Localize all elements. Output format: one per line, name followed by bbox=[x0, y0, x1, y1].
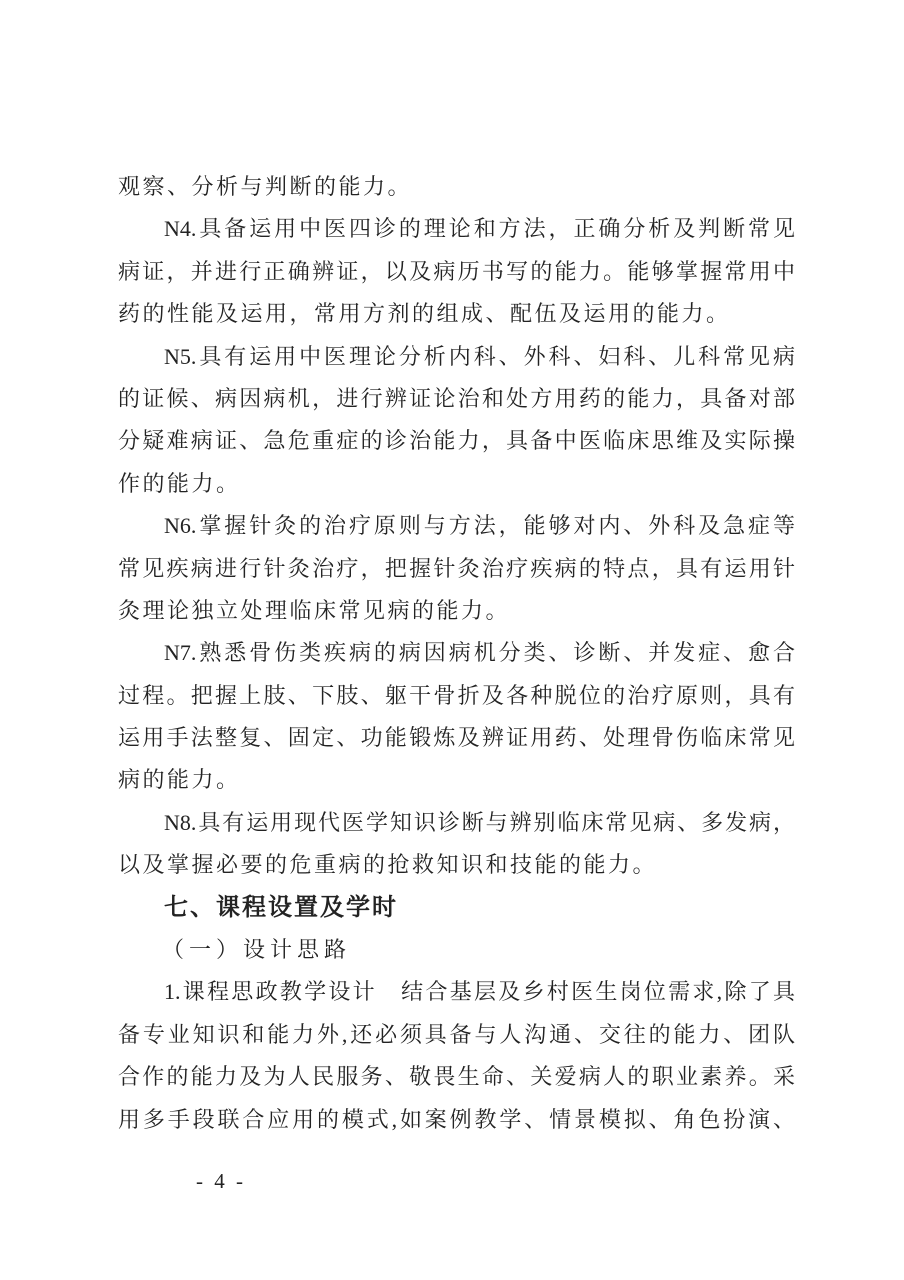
paragraph-line: 常见疾病进行针灸治疗，把握针灸治疗疾病的特点，具有运用针 bbox=[118, 555, 795, 581]
paragraph-line: N7.熟悉骨伤类疾病的病因病机分类、诊断、并发症、愈合 bbox=[164, 640, 795, 666]
paragraph-line: 作的能力。 bbox=[118, 470, 241, 496]
paragraph-line: N5.具有运用中医理论分析内科、外科、妇科、儿科常见病 bbox=[164, 343, 795, 369]
document-body bbox=[118, 166, 795, 1141]
subsection-heading: （一）设计思路 bbox=[162, 937, 352, 963]
paragraph-line: 运用手法整复、固定、功能锻炼及辨证用药、处理骨伤临床常见 bbox=[118, 725, 795, 751]
paragraph-line: 备专业知识和能力外,还必须具备与人沟通、交往的能力、团队 bbox=[118, 1021, 795, 1047]
paragraph-line: 灸理论独立处理临床常见病的能力。 bbox=[118, 597, 511, 623]
paragraph-line: 用多手段联合应用的模式,如案例教学、情景模拟、角色扮演、 bbox=[118, 1106, 795, 1132]
paragraph-line: 观察、分析与判断的能力。 bbox=[118, 174, 413, 199]
paragraph-line: 药的性能及运用，常用方剂的组成、配伍及运用的能力。 bbox=[118, 301, 731, 327]
section-heading: 七、课程设置及学时 bbox=[164, 893, 398, 921]
paragraph-line: 过程。把握上肢、下肢、躯干骨折及各种脱位的治疗原则，具有 bbox=[118, 682, 795, 708]
paragraph-line: 病证，并进行正确辨证，以及病历书写的能力。能够掌握常用中 bbox=[118, 258, 795, 284]
page-number: - 4 - bbox=[196, 1169, 246, 1193]
paragraph-line: N6.掌握针灸的治疗原则与方法，能够对内、外科及急症等 bbox=[164, 513, 795, 539]
paragraph-line: N4.具备运用中医四诊的理论和方法，正确分析及判断常见 bbox=[164, 216, 795, 242]
paragraph-line: 以及掌握必要的危重病的抢救知识和技能的能力。 bbox=[118, 852, 658, 878]
paragraph-line: N8.具有运用现代医学知识诊断与辨别临床常见病、多发病， bbox=[164, 809, 795, 835]
paragraph-line: 病的能力。 bbox=[118, 767, 241, 793]
paragraph-line: 的证候、病因病机，进行辨证论治和处方用药的能力，具备对部 bbox=[118, 385, 795, 411]
paragraph-line: 分疑难病证、急危重症的诊治能力，具备中医临床思维及实际操 bbox=[118, 428, 795, 454]
paragraph-line: 合作的能力及为人民服务、敬畏生命、关爱病人的职业素养。采 bbox=[118, 1064, 795, 1090]
paragraph-line: 1.课程思政教学设计 结合基层及乡村医生岗位需求,除了具 bbox=[164, 979, 795, 1005]
